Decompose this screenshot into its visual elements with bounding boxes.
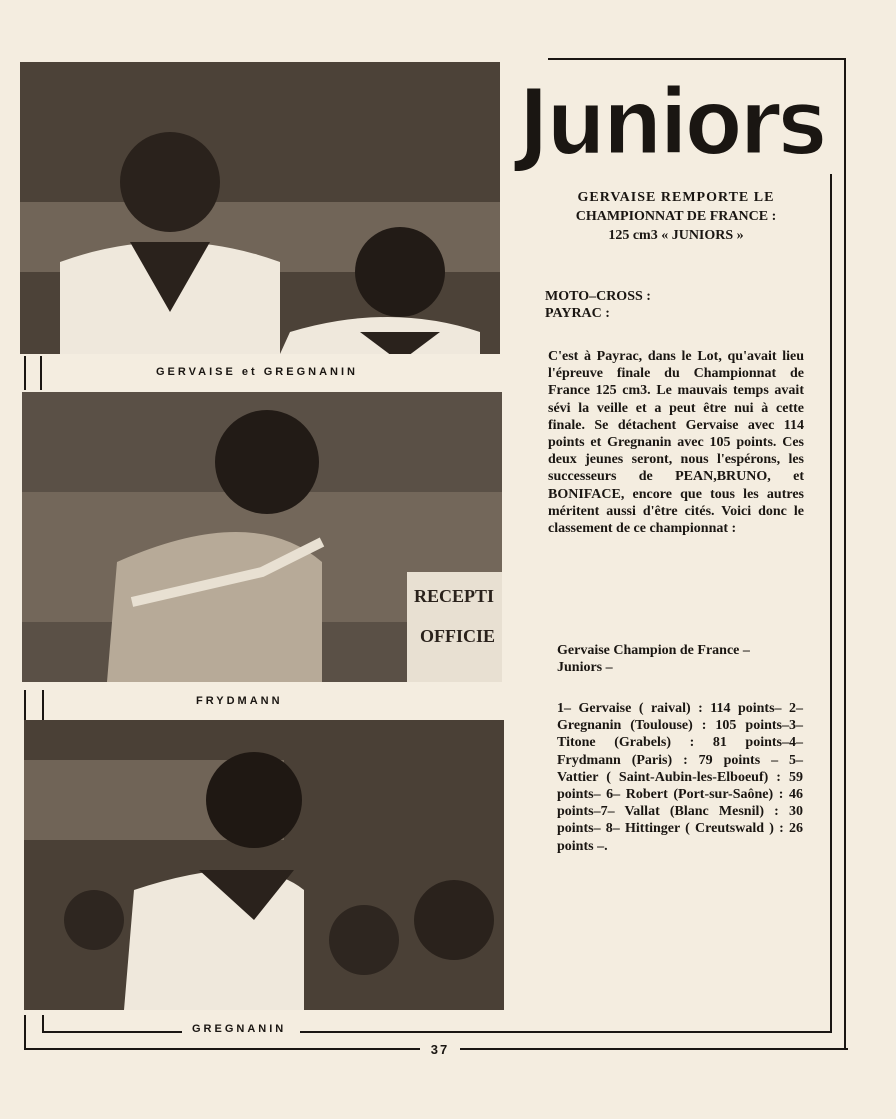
photo-2-sign-line2: OFFICIE (420, 626, 496, 646)
headline (536, 188, 816, 245)
headline-line-3: 125 cm3 « JUNIORS » (608, 228, 744, 243)
photo-2-caption-bar-left2 (42, 690, 44, 720)
inner-frame-right-rule (830, 72, 832, 1033)
results-list: 1– Gervaise ( raival) : 114 points– 2–Gregnanin (Toulouse) : 105 points–3– Titone (Grabels) : 81 points–4– Frydmann (Paris) : 79 points – 5– Vattier ( Saint-Aubin-les-Elboeuf) : 59 points– 6– Robert (Port-sur-Saône) : 46 points–7– Vallat (Blanc Mesnil) : 30 points– 8– Hittinger ( Creutswald ) : 26 points –. (557, 701, 803, 854)
photo-2-sign-line1: RECEPTI (414, 586, 495, 606)
juniors-logo-text: Juniors (512, 69, 825, 174)
juniors-logo-graphic (512, 62, 832, 174)
photo-3-caption: GREGNANIN (192, 1023, 287, 1035)
photo-1-caption-bar-left (24, 356, 26, 390)
frame-right-rule (844, 58, 846, 1048)
page-number: 37 (420, 1042, 460, 1057)
frame-left-rule-bottom (24, 1015, 26, 1050)
frame-bottom-rule-left (24, 1048, 420, 1050)
photo-gregnanin (24, 720, 504, 1010)
photo-3-illustration (24, 720, 504, 1010)
article-body: C'est à Payrac, dans le Lot, qu'avait lieu l'épreuve finale du Championnat de France 125 cm3. Le mauvais temps avait sévi la veille et a peut être nui à cette finale. Se détachent Gervaise avec 114 points et Gregnanin avec 105 points. Ces deux jeunes seront, nous l'espérons, les successeurs de PEAN,BRUNO, et BONIFACE, encore que tous les autres méritent aussi d'être cités. Voici donc le classement de ce championnat : (548, 349, 804, 537)
champion-heading-line-2: Juniors – (557, 660, 613, 675)
inner-frame-bottom-rule-right (300, 1031, 832, 1033)
photo-gervaise-gregnanin (20, 62, 500, 354)
photo-2-caption: FRYDMANN (196, 695, 283, 707)
photo-1-caption: GERVAISE et GREGNANIN (156, 366, 358, 378)
headline-line-2: CHAMPIONNAT DE FRANCE : (575, 209, 777, 224)
photo-2-caption-bar-left (24, 690, 26, 720)
subhead-line-1: MOTO–CROSS : (545, 289, 651, 304)
champion-heading (557, 642, 807, 676)
inner-frame-bottom-rule (42, 1031, 182, 1033)
subhead (545, 288, 745, 322)
frame-top-rule (548, 58, 846, 60)
photo-1-caption-bar-left2 (40, 356, 42, 390)
photo-frydmann (22, 392, 502, 682)
juniors-logo (512, 62, 832, 174)
frame-bottom-rule-right (458, 1048, 848, 1050)
subhead-line-2: PAYRAC : (545, 306, 610, 321)
headline-line-1: GERVAISE REMPORTE LE (577, 190, 775, 205)
champion-heading-line-1: Gervaise Champion de France – (557, 643, 750, 658)
photo-1-illustration (20, 62, 500, 354)
photo-2-illustration (22, 392, 502, 682)
